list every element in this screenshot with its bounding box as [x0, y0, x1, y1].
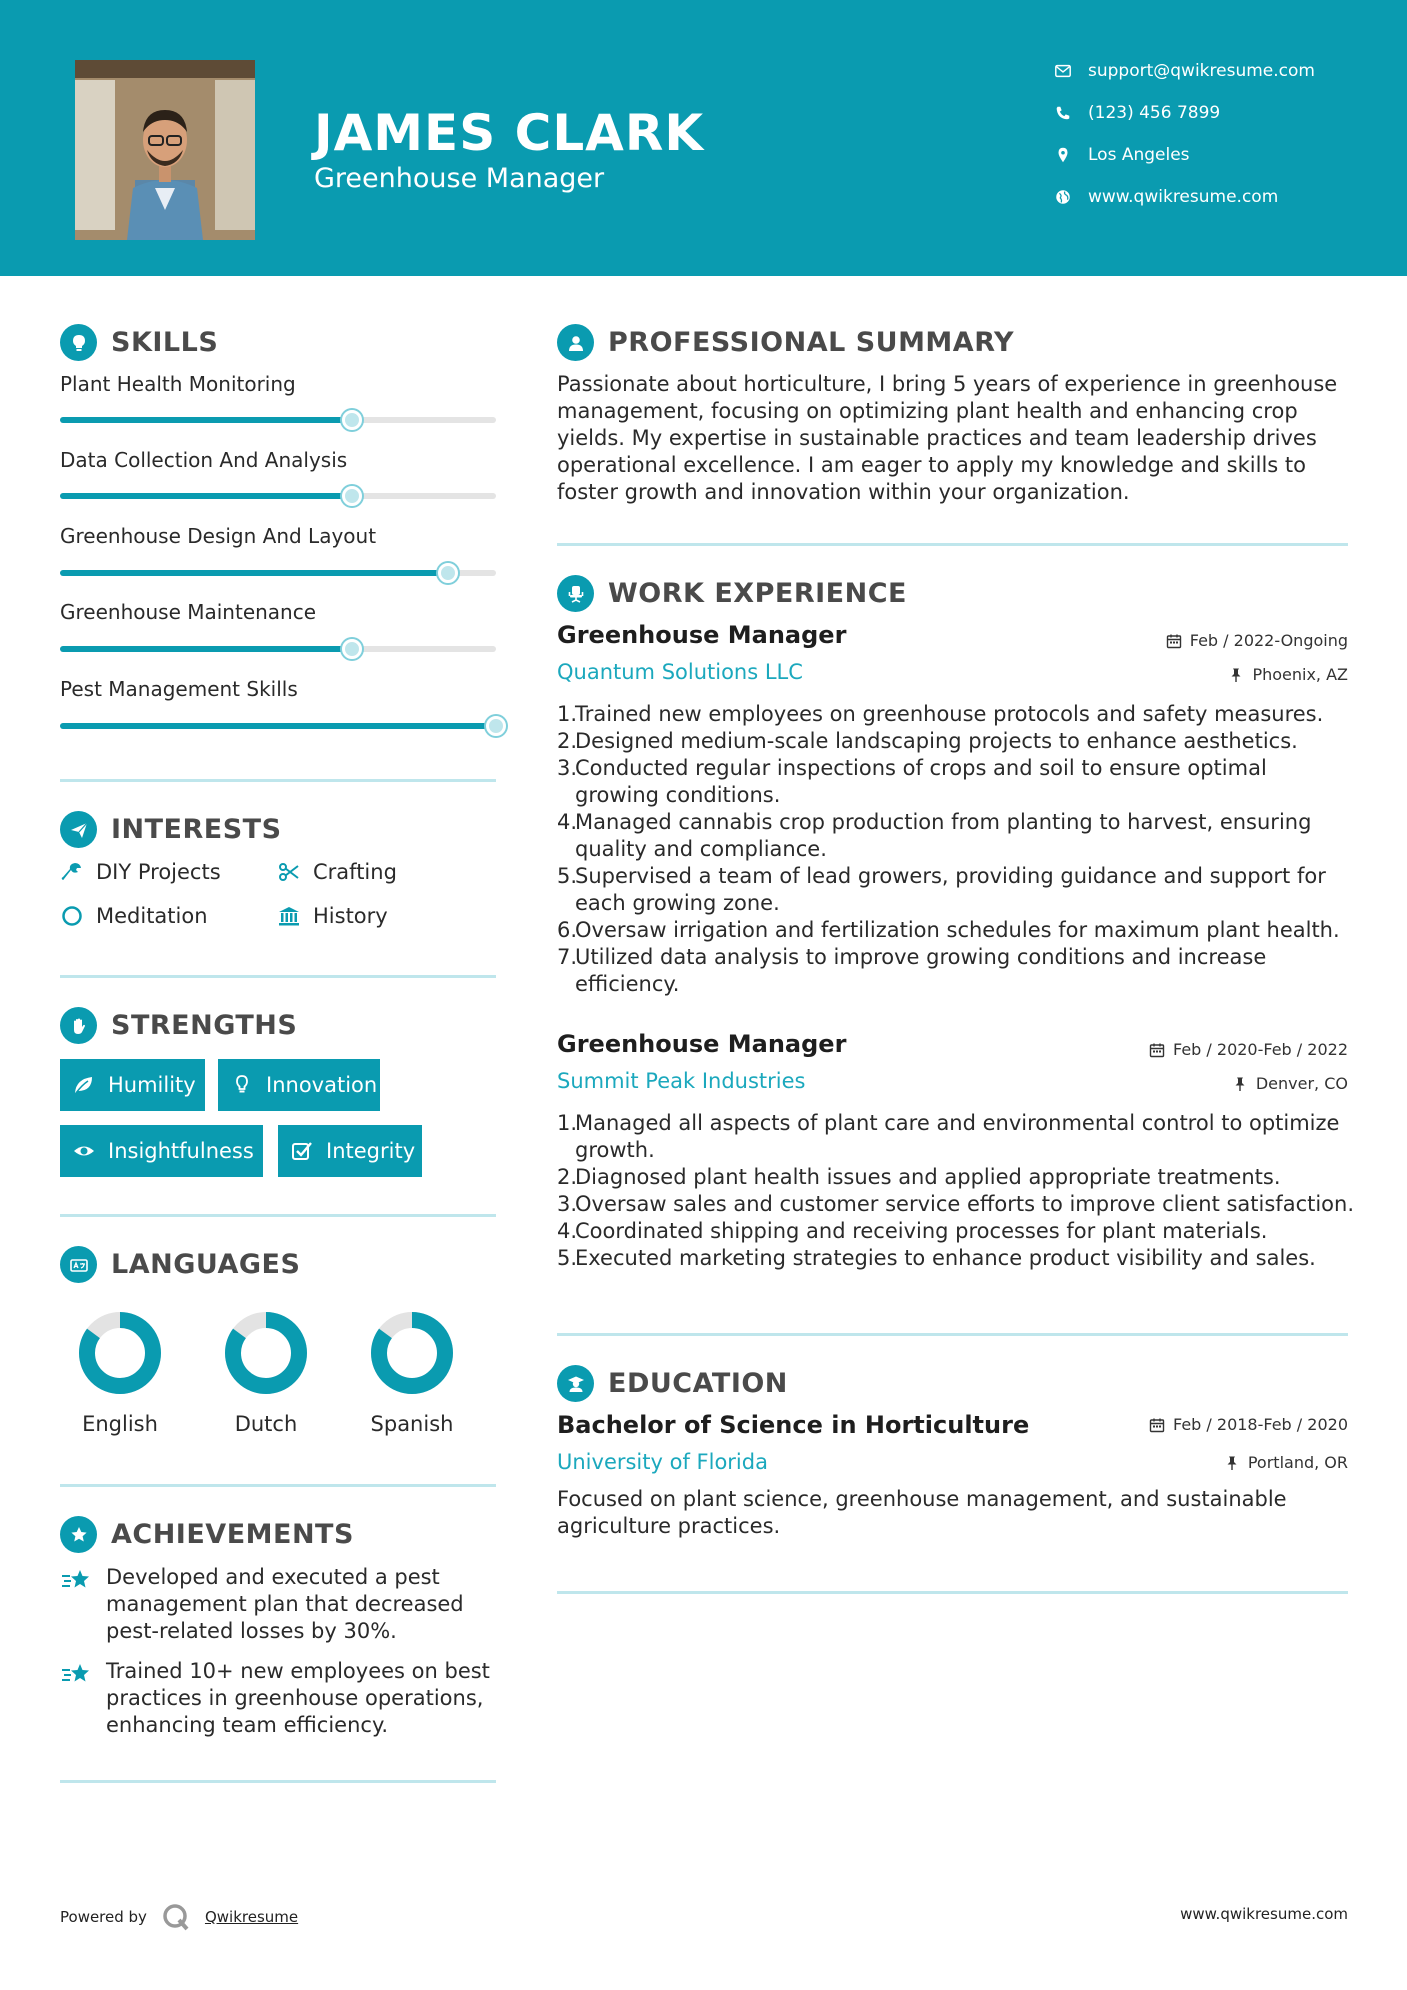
- phone-icon: [1054, 104, 1072, 122]
- strength-label: Insightfulness: [108, 1139, 254, 1163]
- experience-title: WORK EXPERIENCE: [608, 578, 907, 609]
- job-bullet-text: Managed cannabis crop production from planting to harvest, ensuring quality and compliance.: [575, 810, 1312, 861]
- contact-phone-text: (123) 456 7899: [1088, 103, 1221, 123]
- strength-tag: [218, 1059, 380, 1111]
- job-bullet: 1. Managed all aspects of plant care and environmental control to optimize growth.: [557, 1110, 1357, 1164]
- job-location: [1228, 665, 1348, 684]
- user-icon: [557, 324, 594, 361]
- skills-title: SKILLS: [111, 327, 219, 358]
- section-divider: [557, 543, 1348, 546]
- strength-label: Humility: [108, 1073, 196, 1097]
- wrench-icon: [60, 860, 84, 884]
- interest-label: DIY Projects: [96, 860, 221, 884]
- powered-by-text: Powered by: [60, 1908, 147, 1926]
- header-banner: [0, 0, 1407, 276]
- shooting-star-icon: [60, 1564, 92, 1596]
- skill-label: Plant Health Monitoring: [60, 372, 296, 396]
- interest-item: [60, 860, 221, 884]
- footer-powered-by: [60, 1902, 298, 1932]
- job-bullets: [557, 701, 1357, 998]
- envelope-icon: [1054, 62, 1072, 80]
- paper-plane-icon: [60, 811, 97, 848]
- skill-bar-knob: [342, 639, 362, 659]
- education-heading: [557, 1365, 788, 1402]
- job-bullet-text: Executed marketing strategies to enhance product visibility and sales.: [575, 1246, 1316, 1270]
- skill-bar-fill: [60, 417, 352, 423]
- profile-photo: [75, 60, 255, 240]
- job-bullet: 3. Conducted regular inspections of crops and soil to ensure optimal growing conditions.: [557, 755, 1357, 809]
- job-bullet-text: Managed all aspects of plant care and environmental control to optimize growth.: [575, 1111, 1340, 1162]
- job-bullet: 2. Diagnosed plant health issues and applied appropriate treatments.: [557, 1165, 1281, 1189]
- strength-tag: [60, 1125, 263, 1177]
- language-name: English: [82, 1412, 158, 1436]
- education-description: Focused on plant science, greenhouse management, and sustainable agriculture practices.: [557, 1487, 1287, 1538]
- interest-label: Crafting: [313, 860, 397, 884]
- job-bullet-text: Utilized data analysis to improve growing conditions and increase efficiency.: [575, 945, 1267, 996]
- graduate-icon: [557, 1365, 594, 1402]
- languages-title: LANGUAGES: [111, 1249, 301, 1280]
- job-bullet-text: Oversaw irrigation and fertilization schedules for maximum plant health.: [575, 918, 1340, 942]
- section-divider: [60, 779, 496, 782]
- interest-item: [277, 904, 388, 928]
- strength-label: Integrity: [326, 1139, 416, 1163]
- contact-website-text: www.qwikresume.com: [1088, 187, 1279, 207]
- job-bullets: [557, 1110, 1357, 1272]
- language-item: [206, 1310, 326, 1436]
- leaf-icon: [72, 1073, 96, 1097]
- contact-website[interactable]: [1054, 182, 1384, 212]
- skill-bar-knob: [438, 563, 458, 583]
- circle-icon: [60, 904, 84, 928]
- skill-bar: [60, 723, 496, 729]
- contact-location: [1054, 140, 1384, 170]
- calendar-icon: [1166, 633, 1182, 649]
- experience-heading: [557, 575, 907, 612]
- education-dates-text: Feb / 2018-Feb / 2020: [1173, 1415, 1348, 1434]
- pushpin-icon: [1232, 1076, 1248, 1092]
- interest-item: [60, 904, 208, 928]
- footer-website[interactable]: www.qwikresume.com: [1180, 1905, 1348, 1923]
- skill-label: Greenhouse Maintenance: [60, 600, 317, 624]
- contact-location-text: Los Angeles: [1088, 145, 1190, 165]
- qwikresume-link[interactable]: Qwikresume: [204, 1908, 299, 1926]
- summary-title: PROFESSIONAL SUMMARY: [608, 327, 1015, 358]
- contact-phone[interactable]: [1054, 98, 1384, 128]
- strength-label: Innovation: [266, 1073, 378, 1097]
- strengths-heading: [60, 1007, 297, 1044]
- globe-icon: [1054, 188, 1072, 206]
- job-bullet-text: Coordinated shipping and receiving processes for plant materials.: [575, 1219, 1268, 1243]
- language-name: Spanish: [370, 1412, 454, 1436]
- summary-heading: [557, 324, 1014, 361]
- section-divider: [60, 1214, 496, 1217]
- pushpin-icon: [1228, 667, 1244, 683]
- contact-email[interactable]: [1054, 56, 1384, 86]
- skill-bar-knob: [486, 716, 506, 736]
- job-bullet: 7. Utilized data analysis to improve growing conditions and increase efficiency.: [557, 944, 1357, 998]
- job-bullet: 5. Supervised a team of lead growers, providing guidance and support for each growing zone.: [557, 863, 1357, 917]
- skills-heading: [60, 324, 218, 361]
- strengths-title: STRENGTHS: [111, 1010, 298, 1041]
- job-bullet-text: Supervised a team of lead growers, providing guidance and support for each growing zone.: [575, 864, 1326, 915]
- skill-bar: [60, 417, 496, 423]
- job-bullet: 6. Oversaw irrigation and fertilization schedules for maximum plant health.: [557, 918, 1340, 942]
- strength-tag: [278, 1125, 422, 1177]
- job-dates: [1166, 631, 1348, 650]
- job-location: [1232, 1074, 1348, 1093]
- candidate-name: JAMES CLARK: [314, 104, 705, 162]
- skill-bar: [60, 570, 496, 576]
- checkbox-icon: [290, 1139, 314, 1163]
- lightbulb-outline-icon: [230, 1073, 254, 1097]
- skill-bar-fill: [60, 723, 496, 729]
- job-bullet: 2. Designed medium-scale landscaping projects to enhance aesthetics.: [557, 729, 1298, 753]
- skill-bar-fill: [60, 493, 352, 499]
- section-divider: [60, 975, 496, 978]
- skill-bar-knob: [342, 486, 362, 506]
- achievement-text: Developed and executed a pest management plan that decreased pest-related losses by 30%.: [106, 1565, 464, 1643]
- languages-heading: [60, 1246, 300, 1283]
- interest-label: History: [313, 904, 388, 928]
- job-bullet: 4. Coordinated shipping and receiving processes for plant materials.: [557, 1219, 1268, 1243]
- job-location-text: Phoenix, AZ: [1252, 665, 1348, 684]
- job-dates-text: Feb / 2022-Ongoing: [1189, 631, 1348, 650]
- candidate-title: Greenhouse Manager: [314, 163, 605, 194]
- job-bullet-text: Diagnosed plant health issues and applied appropriate treatments.: [575, 1165, 1281, 1189]
- calendar-icon: [1149, 1042, 1165, 1058]
- interests-heading: [60, 811, 282, 848]
- interests-title: INTERESTS: [111, 814, 282, 845]
- education-location-text: Portland, OR: [1247, 1453, 1348, 1472]
- education-location: [1224, 1453, 1348, 1472]
- skill-bar: [60, 493, 496, 499]
- education-dates: [1149, 1415, 1348, 1434]
- language-item: [60, 1310, 180, 1436]
- job-bullet: 1. Trained new employees on greenhouse protocols and safety measures.: [557, 702, 1324, 726]
- skill-bar-fill: [60, 570, 448, 576]
- language-icon: [60, 1246, 97, 1283]
- section-divider: [557, 1591, 1348, 1594]
- interest-label: Meditation: [96, 904, 208, 928]
- star-badge-icon: [60, 1516, 97, 1553]
- job-bullet-text: Designed medium-scale landscaping projects to enhance aesthetics.: [575, 729, 1298, 753]
- office-chair-icon: [557, 575, 594, 612]
- profile-photo-illustration: [75, 60, 255, 240]
- education-title: EDUCATION: [608, 1368, 788, 1399]
- lightbulb-icon: [60, 324, 97, 361]
- achievements-title: ACHIEVEMENTS: [111, 1519, 354, 1550]
- achievements-heading: [60, 1516, 354, 1553]
- qwikresume-logo-icon: [161, 1902, 191, 1932]
- job-title: Greenhouse Manager: [557, 621, 847, 649]
- job-title: Greenhouse Manager: [557, 1030, 847, 1058]
- achievement-item: [60, 1564, 500, 1645]
- company-name: Quantum Solutions LLC: [557, 660, 803, 684]
- skill-label: Data Collection And Analysis: [60, 448, 348, 472]
- section-divider: [60, 1484, 496, 1487]
- language-item: [352, 1310, 472, 1436]
- skill-bar-knob: [342, 410, 362, 430]
- calendar-icon: [1149, 1417, 1165, 1433]
- language-name: Dutch: [234, 1412, 298, 1436]
- job-dates: [1149, 1040, 1348, 1059]
- job-location-text: Denver, CO: [1255, 1074, 1348, 1093]
- contact-email-text: support@qwikresume.com: [1088, 61, 1315, 81]
- language-donut: [77, 1310, 163, 1396]
- skill-bar-fill: [60, 646, 352, 652]
- language-donut: [369, 1310, 455, 1396]
- school-name: University of Florida: [557, 1450, 768, 1474]
- job-bullet: 5. Executed marketing strategies to enhance product visibility and sales.: [557, 1246, 1316, 1270]
- job-bullet-text: Oversaw sales and customer service efforts to improve client satisfaction.: [575, 1192, 1355, 1216]
- language-donut: [223, 1310, 309, 1396]
- hand-icon: [60, 1007, 97, 1044]
- achievement-text: Trained 10+ new employees on best practices in greenhouse operations, enhancing team efficiency.: [106, 1659, 490, 1737]
- section-divider: [60, 1780, 496, 1783]
- job-bullet: 3. Oversaw sales and customer service efforts to improve client satisfaction.: [557, 1192, 1355, 1216]
- scissors-icon: [277, 860, 301, 884]
- job-dates-text: Feb / 2020-Feb / 2022: [1173, 1040, 1348, 1059]
- strength-tag: [60, 1059, 205, 1111]
- interest-item: [277, 860, 397, 884]
- museum-icon: [277, 904, 301, 928]
- summary-text: Passionate about horticulture, I bring 5 years of experience in greenhouse management, focusing on optimizing plant health and enhancing crop yields. My expertise in sustainable practices and team leadership drives operational excellence. I am eager to apply my knowledge and skills to foster growth and innovation within your organization.: [557, 372, 1338, 504]
- skill-bar: [60, 646, 496, 652]
- skill-label: Greenhouse Design And Layout: [60, 524, 377, 548]
- shooting-star-icon: [60, 1658, 92, 1690]
- skill-label: Pest Management Skills: [60, 677, 298, 701]
- job-bullet-text: Conducted regular inspections of crops and soil to ensure optimal growing conditions.: [575, 756, 1267, 807]
- job-bullet-text: Trained new employees on greenhouse protocols and safety measures.: [575, 702, 1324, 726]
- section-divider: [557, 1333, 1348, 1336]
- map-pin-icon: [1054, 146, 1072, 164]
- achievement-item: [60, 1658, 500, 1739]
- job-bullet: 4. Managed cannabis crop production from planting to harvest, ensuring quality and compliance.: [557, 809, 1357, 863]
- company-name: Summit Peak Industries: [557, 1069, 806, 1093]
- degree-title: Bachelor of Science in Horticulture: [557, 1411, 1030, 1439]
- pushpin-icon: [1224, 1455, 1240, 1471]
- eye-icon: [72, 1139, 96, 1163]
